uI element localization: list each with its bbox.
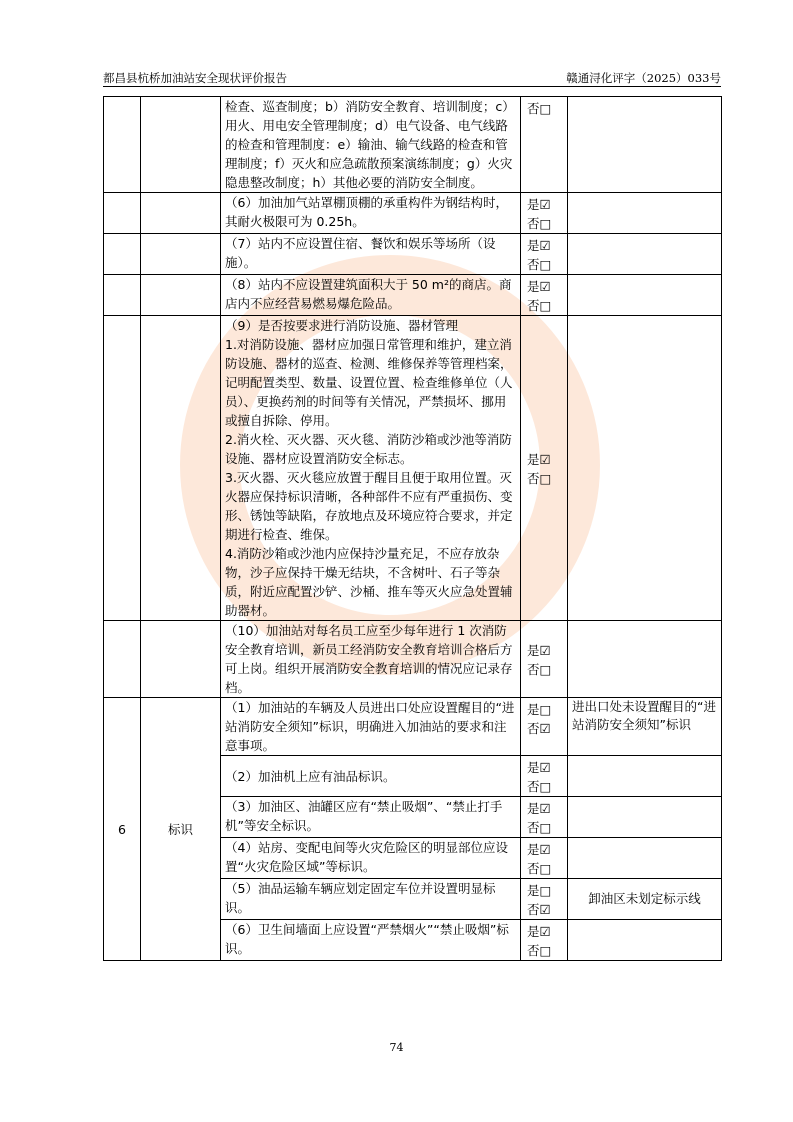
note-cell — [568, 316, 722, 621]
note-cell: 进出口处未设置醒目的“进站消防安全须知”标识 — [568, 698, 722, 756]
note-cell — [568, 275, 722, 316]
page-number: 74 — [389, 1041, 404, 1054]
item-text: （5）油品运输车辆应划定固定车位并设置明显标识。 — [221, 879, 521, 920]
table-row — [104, 97, 722, 193]
section-number: 6 — [104, 698, 141, 961]
item-text: （6）卫生间墙面上应设置“严禁烟火”“禁止吸烟”标识。 — [221, 920, 521, 961]
report-number: 赣通浔化评字（2025）033号 — [566, 71, 721, 85]
page-header — [103, 70, 721, 87]
check-cell: 是☑ 否□ — [521, 797, 568, 838]
table-row — [104, 698, 722, 756]
note-cell — [568, 193, 722, 234]
table-row — [104, 316, 722, 621]
note-cell — [568, 838, 722, 879]
note-cell — [568, 234, 722, 275]
note-cell — [568, 756, 722, 797]
check-cell: 是☑ 否□ — [521, 193, 568, 234]
item-text: （3）加油区、油罐区应有“禁止吸烟”、“禁止打手机”等安全标识。 — [221, 797, 521, 838]
item-text: （7）站内不应设置住宿、餐饮和娱乐等场所（设施）。 — [221, 234, 521, 275]
check-cell: 否□ — [521, 97, 568, 193]
check-cell: 是□ 否☑ — [521, 698, 568, 756]
check-cell: 是☑ 否□ — [521, 316, 568, 621]
check-cell: 是☑ 否□ — [521, 838, 568, 879]
table-row — [104, 193, 722, 234]
check-cell: 是☑ 否□ — [521, 275, 568, 316]
check-cell: 是☑ 否□ — [521, 621, 568, 698]
report-title: 都昌县杭桥加油站安全现状评价报告 — [103, 71, 287, 85]
item-text: （6）加油加气站罩棚顶棚的承重构件为钢结构时，其耐火极限可为 0.25h。 — [221, 193, 521, 234]
item-text: （2）加油机上应有油品标识。 — [221, 756, 521, 797]
note-cell — [568, 621, 722, 698]
item-text: （10）加油站对每名员工应至少每年进行 1 次消防安全教育培训，新员工经消防安全教育培训合格后方可上岗。组织开展消防安全教育培训的情况应记录存档。 — [221, 621, 521, 698]
item-text: （9）是否按要求进行消防设施、器材管理 1.对消防设施、器材应加强日常管理和维护，建立消防设施、器材的巡查、检测、维修保养等管理档案，记明配置类型、数量、设置位置、检查维修单位（人员）、更换药剂的时间等有关情况，严禁损坏、挪用或擅自拆除、停用。 2.消火栓、灭火器、灭火毯、消防沙箱或沙池等消防设施、器材应设置消防安全标志。 3.灭火器、灭火毯应放置于醒目且便于取用位置。灭火器应保持标识清晰，各种部件不应有严重损伤、变形、锈蚀等缺陷，存放地点及环境应符合要求，并定期进行检查、维保。 4.消防沙箱或沙池内应保持沙量充足，不应存放杂物，沙子应保持干燥无结块，不含树叶、石子等杂质，附近应配置沙铲、沙桶、推车等灭火应急处置辅助器材。 — [221, 316, 521, 621]
check-cell: 是☑ 否□ — [521, 234, 568, 275]
item-text: （8）站内不应设置建筑面积大于 50 m²的商店。商店内不应经营易燃易爆危险品。 — [221, 275, 521, 316]
evaluation-table — [103, 96, 722, 961]
item-text: （1）加油站的车辆及人员进出口处应设置醒目的“进站消防安全须知”标识，明确进入加油站的要求和注意事项。 — [221, 698, 521, 756]
item-text: 检查、巡查制度；b）消防安全教育、培训制度；c）用火、用电安全管理制度；d）电气设备、电气线路的检查和管理制度：e）输油、输气线路的检查和管理制度；f）灭火和应急疏散预案演练制度；g）火灾隐患整改制度；h）其他必要的消防安全制度。 — [221, 97, 521, 193]
note-cell — [568, 797, 722, 838]
check-cell: 是☑ 否□ — [521, 756, 568, 797]
table-row — [104, 621, 722, 698]
section-category: 标识 — [141, 698, 221, 961]
item-text: （4）站房、变配电间等火灾危险区的明显部位应设置“火灾危险区域”等标识。 — [221, 838, 521, 879]
table-row — [104, 234, 722, 275]
check-cell: 是☑ 否□ — [521, 920, 568, 961]
table-row — [104, 275, 722, 316]
note-cell — [568, 920, 722, 961]
note-cell: 卸油区未划定标示线 — [568, 879, 722, 920]
check-cell: 是□ 否☑ — [521, 879, 568, 920]
note-cell — [568, 97, 722, 193]
